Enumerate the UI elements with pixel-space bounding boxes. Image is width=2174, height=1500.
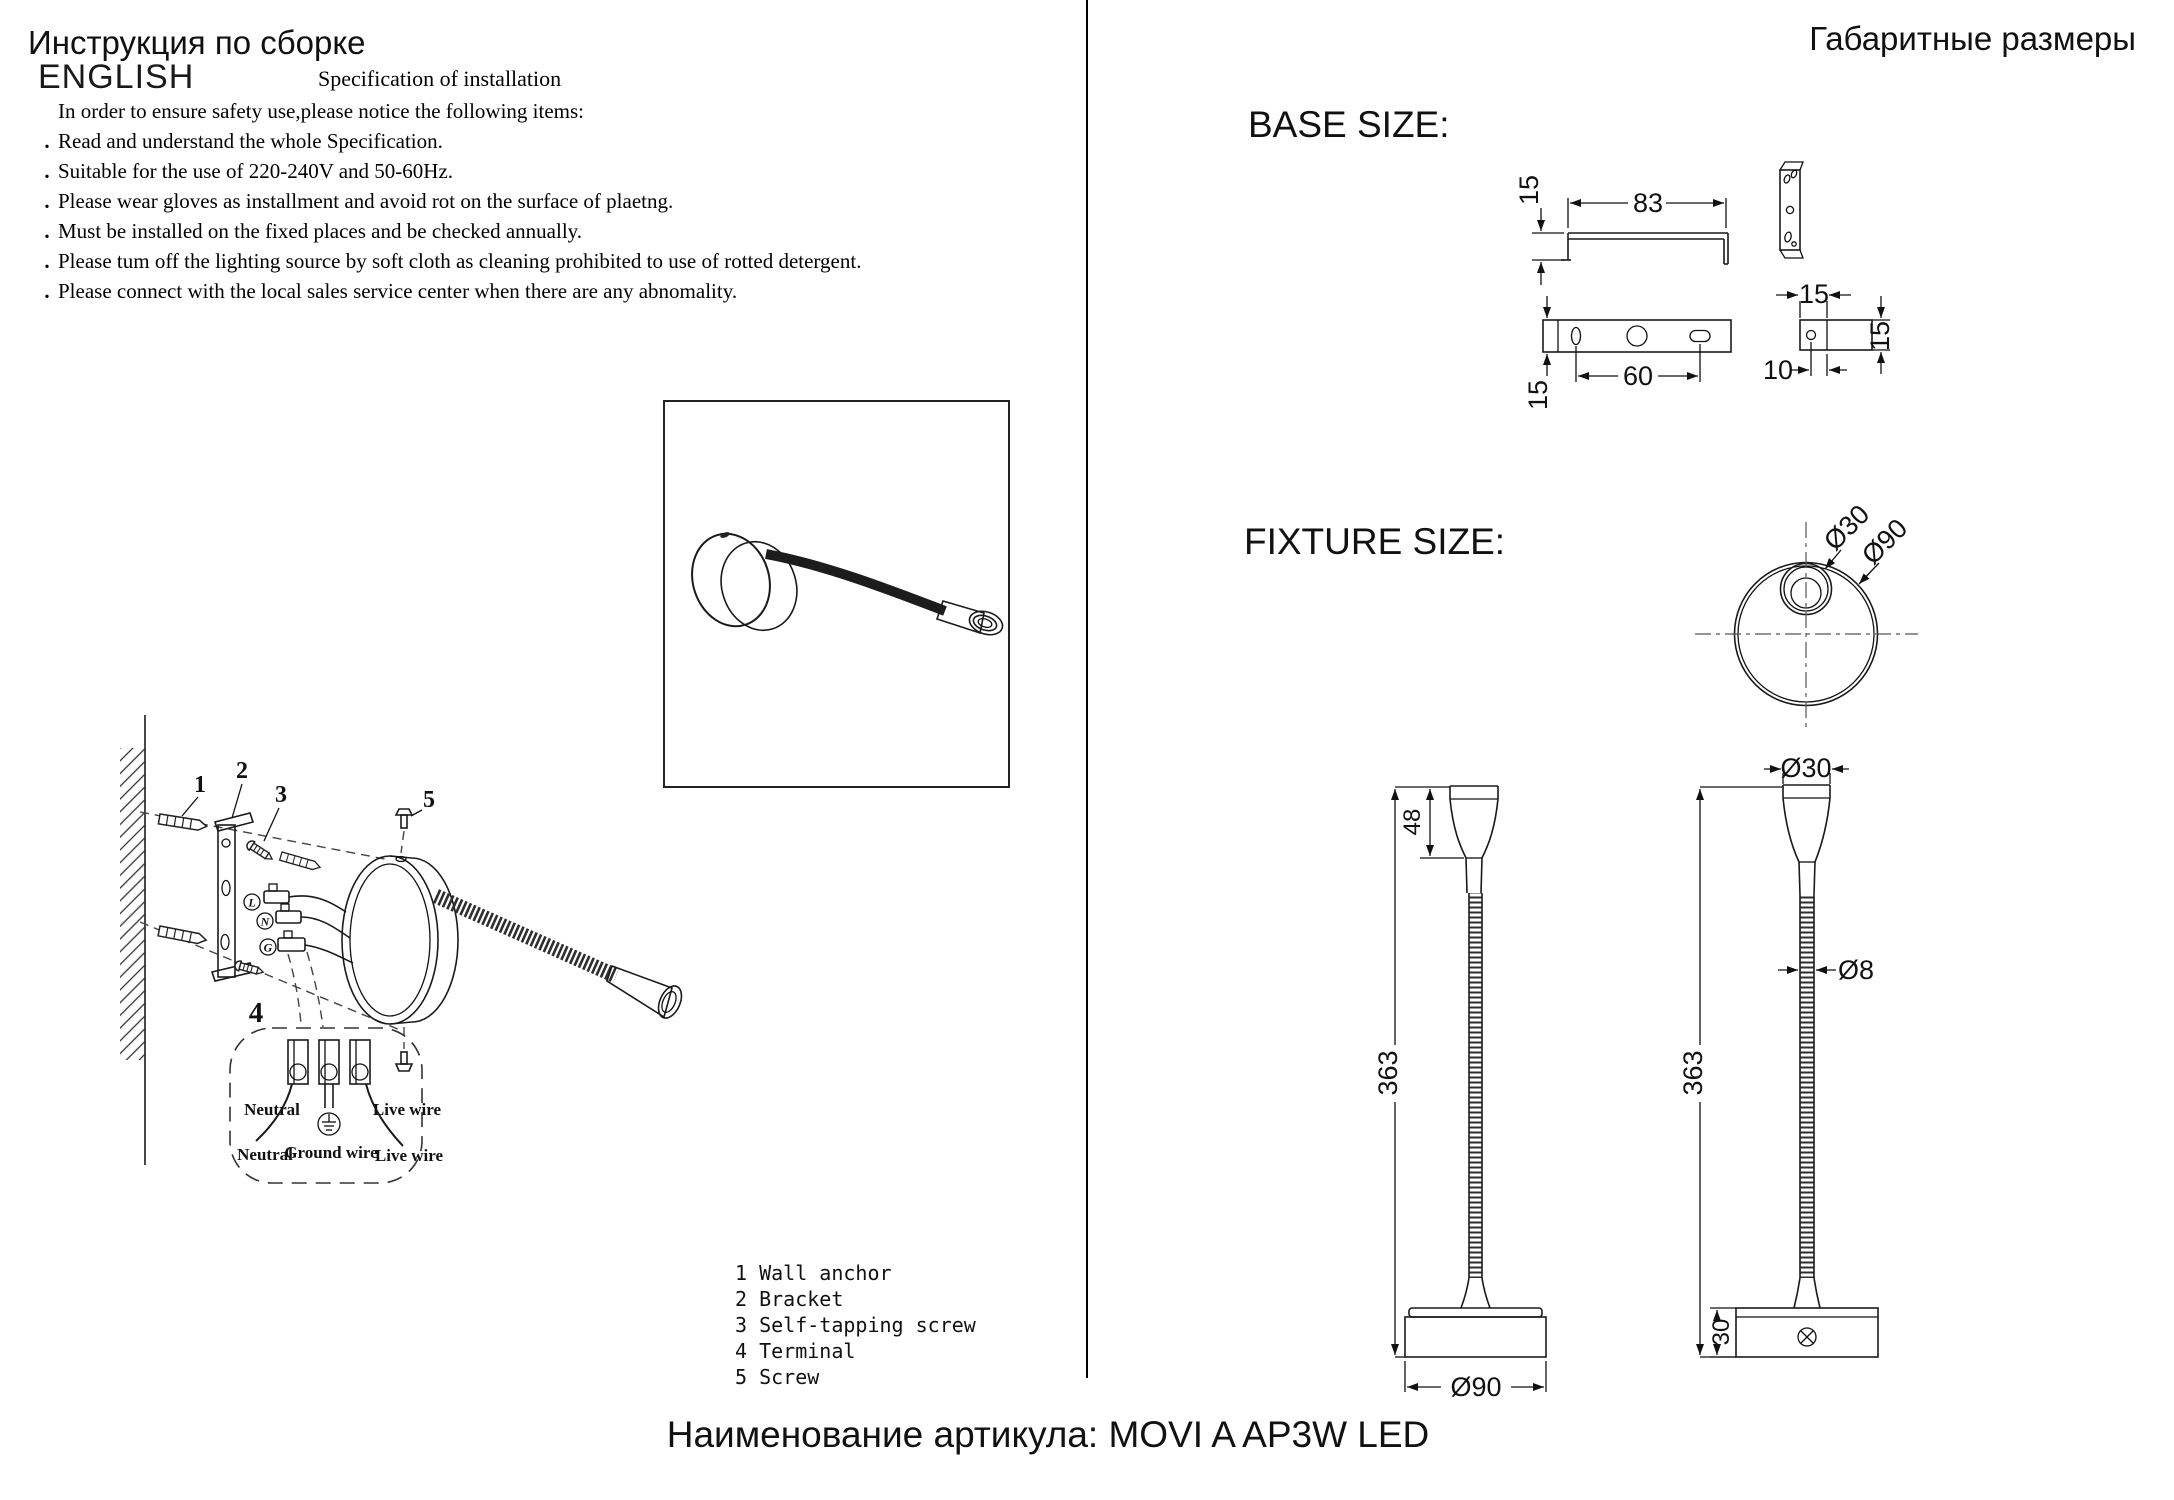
base-body-side xyxy=(1736,1308,1878,1357)
screw-head xyxy=(396,809,412,815)
base-size-heading: BASE SIZE: xyxy=(1248,104,1450,145)
connector-middle xyxy=(319,1040,339,1084)
terminal-block-L xyxy=(264,891,289,903)
fixture-side-elevation xyxy=(1678,753,1878,1357)
connector-screw-middle xyxy=(321,1064,337,1080)
list-item xyxy=(36,276,861,306)
fixture-top-view-drawing xyxy=(1695,499,1918,728)
wire-G xyxy=(305,945,353,963)
lamp-head-rim-inner xyxy=(977,617,993,629)
bullet-dot: . xyxy=(44,189,50,213)
bracket-top-flange xyxy=(215,813,253,831)
list-item xyxy=(36,186,861,216)
dim-base-diameter: Ø90 xyxy=(1855,512,1914,571)
base-strip-view-drawing xyxy=(1780,162,1803,258)
bullet-dot: . xyxy=(44,279,50,303)
lamp-body-inner-rim xyxy=(350,864,430,1016)
gooseneck-arm xyxy=(766,554,945,611)
neck-right xyxy=(1814,862,1815,895)
lamp-body-drawing xyxy=(342,856,458,1024)
parts-list-item: 4 Terminal xyxy=(735,1339,856,1363)
bullet-dot: . xyxy=(44,219,50,243)
dim-total-height-side: 363 xyxy=(1678,1050,1708,1096)
callout-leader xyxy=(232,784,242,818)
top-screw xyxy=(396,809,412,828)
bracket-slot-middle xyxy=(222,881,230,896)
spec-subtitle: Specification of installation xyxy=(318,66,562,91)
terminal-letter-L: L xyxy=(248,895,256,910)
terminal-screw-L xyxy=(269,884,277,891)
bullet-dot: . xyxy=(44,129,50,153)
lower-cone-right xyxy=(1814,1278,1820,1308)
label-live-bottom: Live wire xyxy=(374,1146,444,1165)
dim-side-height: 15 xyxy=(1865,320,1895,352)
dim-bracket-height: 15 xyxy=(1514,174,1544,206)
neck-left xyxy=(1799,862,1800,895)
lower-cone-right xyxy=(1482,1278,1490,1308)
dim-hole-spacing: 60 xyxy=(1622,361,1654,391)
terminal-screw-N xyxy=(281,904,289,911)
base-side-plate-drawing xyxy=(1763,279,1895,385)
terminal-block-G xyxy=(278,938,305,951)
neck-left xyxy=(1466,858,1467,893)
connector-screw-left xyxy=(290,1064,306,1080)
strip-hole xyxy=(1792,242,1796,246)
callout-terminal: 4 xyxy=(248,997,264,1029)
anchor-by-screw xyxy=(280,852,322,871)
strip-bottom-tab xyxy=(1780,250,1803,258)
base-screw-hole xyxy=(719,531,730,539)
terminal-letter-N: N xyxy=(260,914,270,929)
strip-body xyxy=(1780,170,1800,250)
parts-list-item: 2 Bracket xyxy=(735,1287,844,1311)
head-left-side xyxy=(1783,785,1799,862)
terminal-detail xyxy=(237,1040,443,1165)
dim-head-height: 48 xyxy=(1399,808,1426,836)
terminal-block-N xyxy=(276,911,301,923)
page-title-russian: Инструкция по сборке xyxy=(28,24,366,61)
bracket-plate xyxy=(218,825,235,977)
connector-right xyxy=(350,1040,370,1084)
installation-diagram xyxy=(60,700,720,1200)
bullet-text: Read and understand the whole Specification. xyxy=(58,129,443,153)
safety-bullet-list xyxy=(36,126,861,306)
head-left-side xyxy=(1450,786,1466,858)
callout-self-tapping-screw: 3 xyxy=(275,782,287,808)
bracket-drawing xyxy=(212,813,256,981)
list-item xyxy=(36,246,861,276)
dimension-drawings xyxy=(1100,70,2174,1410)
language-heading: ENGLISH xyxy=(38,58,195,96)
bullet-text: Suitable for the use of 220-240V and 50-60Hz. xyxy=(58,159,454,183)
base-plan-view-drawing xyxy=(1523,296,1731,410)
dim-head-diameter-side: Ø30 xyxy=(1780,753,1832,783)
strip-hole xyxy=(1784,231,1792,242)
label-neutral-top: Neutral xyxy=(244,1100,300,1119)
fixture-front-elevation xyxy=(1373,786,1546,1402)
dim-base-diameter-front: Ø90 xyxy=(1450,1372,1502,1402)
dimensions-title-russian: Габаритные размеры xyxy=(1809,20,2136,57)
gooseneck-ribbed-arm xyxy=(436,896,616,976)
base-body xyxy=(1405,1317,1546,1357)
dim-base-height: 30 xyxy=(1708,1318,1735,1346)
callout-bracket: 2 xyxy=(236,758,248,784)
connector-screw-right xyxy=(352,1064,368,1080)
lower-cone-left xyxy=(1794,1278,1800,1308)
dim-neck-diameter: Ø30 xyxy=(1817,498,1876,557)
screw-dashed-guide xyxy=(401,831,404,853)
terminal-screw-G xyxy=(284,931,292,938)
parts-list-item: 5 Screw xyxy=(735,1365,820,1389)
callout-wall-anchor: 1 xyxy=(194,772,206,798)
head-right-side xyxy=(1482,786,1498,858)
strip-hole xyxy=(1783,174,1791,184)
plate-slot-right xyxy=(1690,331,1710,342)
safety-intro: In order to ensure safety use,please notice the following items: xyxy=(58,99,585,123)
label-neutral-bottom: Neutral xyxy=(237,1145,293,1164)
plate-center-hole xyxy=(1627,326,1647,346)
bullet-dot: . xyxy=(44,159,50,183)
parts-list xyxy=(735,1260,976,1390)
head-right-side xyxy=(1815,785,1830,862)
list-item xyxy=(36,216,861,246)
bottom-screw xyxy=(396,1052,412,1071)
lamp-head-rim-outer xyxy=(966,607,1005,638)
callout-leader xyxy=(264,808,279,841)
lamp-head-rim-outer xyxy=(654,982,686,1021)
wall-anchor-top xyxy=(158,814,207,831)
base-side-profile-drawing xyxy=(1514,175,1728,285)
neck-right xyxy=(1481,858,1482,893)
parts-list-item: 1 Wall anchor xyxy=(735,1261,892,1285)
bracket-hole-top xyxy=(222,839,230,847)
label-live-top: Live wire xyxy=(372,1100,442,1119)
connector-left xyxy=(288,1040,308,1084)
list-item xyxy=(36,156,861,186)
side-plate-hole xyxy=(1807,331,1816,340)
wire-L xyxy=(289,896,346,912)
dim-plate-height: 15 xyxy=(1523,379,1553,411)
bullet-text: Please tum off the lighting source by soft cloth as cleaning prohibited to use of rotted detergent. xyxy=(58,249,862,273)
bullet-text: Please connect with the local sales service center when there are any abnomality. xyxy=(58,279,738,303)
bullet-text: Please wear gloves as installment and avoid rot on the surface of plaetng. xyxy=(58,189,674,213)
bullet-text: Must be installed on the fixed places and be checked annually. xyxy=(58,219,583,243)
dim-bracket-width: 83 xyxy=(1632,188,1664,218)
lower-cone-left xyxy=(1461,1278,1469,1308)
terminal-letter-G: G xyxy=(263,940,273,955)
lamp-body-front-face xyxy=(342,856,438,1024)
terminal-connectors xyxy=(244,884,353,963)
article-name-caption: Наименование артикула: MOVI A AP3W LED xyxy=(666,1414,1430,1455)
base-lip xyxy=(1409,1308,1542,1317)
self-tapping-screw xyxy=(245,839,275,863)
gooseneck-ribs xyxy=(1469,893,1482,1278)
detail-leader-left xyxy=(288,954,301,1024)
wall-anchor-bottom xyxy=(158,926,207,945)
wall-hatching xyxy=(120,748,145,1060)
dim-hole-offset: 10 xyxy=(1762,355,1794,385)
parts-list-item: 3 Self-tapping screw xyxy=(735,1313,976,1337)
dim-total-height-front: 363 xyxy=(1373,1050,1403,1096)
list-item xyxy=(36,126,861,156)
lamp-base-front-rim xyxy=(680,524,781,637)
label-ground-bottom: Ground wire xyxy=(284,1143,378,1162)
bracket-slot-bottom xyxy=(221,935,229,950)
strip-top-tab xyxy=(1780,162,1803,170)
dim-gooseneck-diameter: Ø8 xyxy=(1837,955,1875,985)
bullet-dot: . xyxy=(44,249,50,273)
callout-screw: 5 xyxy=(423,787,435,813)
callout-leader xyxy=(182,797,198,816)
screw-shaft xyxy=(401,1052,407,1064)
vertical-divider xyxy=(1086,0,1088,1378)
gooseneck-ribs xyxy=(1800,895,1814,1278)
screw-head xyxy=(396,1064,412,1071)
detail-leader-right xyxy=(307,952,323,1027)
strip-hole xyxy=(1786,206,1793,213)
diagram-lamp-head xyxy=(607,966,686,1022)
fixture-size-heading: FIXTURE SIZE: xyxy=(1244,521,1506,562)
screw-shaft xyxy=(401,815,407,828)
plate-slot-left xyxy=(1572,328,1581,345)
dim-side-width: 15 xyxy=(1798,279,1830,309)
